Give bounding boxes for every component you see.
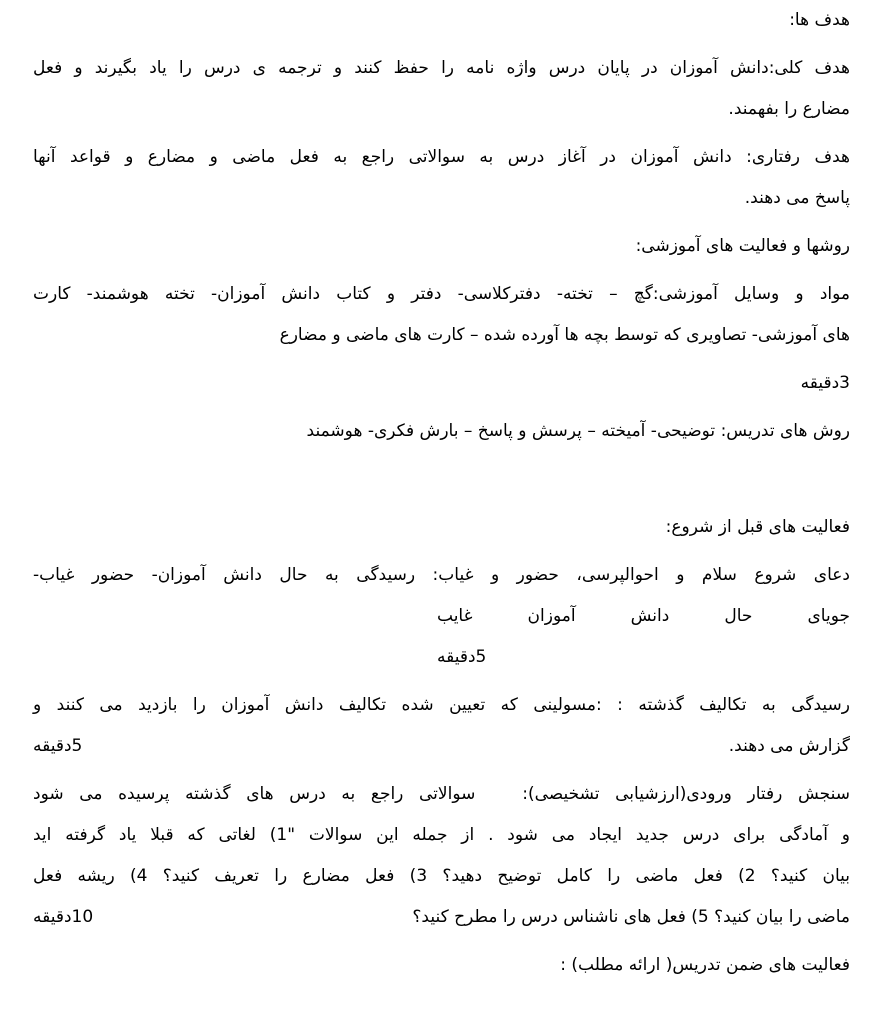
pre-start-section-header <box>33 507 850 548</box>
empty-paragraph <box>33 459 850 500</box>
homework-line-2: گزارش می دهند. <box>728 736 850 756</box>
homework-line-2-row <box>33 726 850 767</box>
general-goal-line-1: هدف کلی:دانش آموزان در پایان درس واژه نامه را حفظ کنند و ترجمه ی درس را یاد بگیرند و فعل <box>33 58 850 78</box>
teaching-methods-line: روش های تدریس: توضیحی- آمیخته – پرسش و پاسخ – بارش فکری- هوشمند <box>306 421 850 441</box>
assessment-line-2: و آمادگی برای درس جدید ایجاد می شود . از جمله این سوالات "1) لغاتی که قبلا یاد گرفته اید <box>33 825 850 845</box>
materials-duration: 3دقیقه <box>800 373 850 393</box>
behavioral-goal-line-1: هدف رفتاری: دانش آموزان در آغاز درس به سوالاتی راجع به فعل ماضی و مضارع و قواعد آنها <box>33 147 850 167</box>
behavioral-goal-line-2: پاسخ می دهند. <box>744 188 850 208</box>
methods-header: روشها و فعالیت های آموزشی: <box>635 236 850 256</box>
assessment-line-1: سنجش رفتار ورودی(ارزشیابی تشخیصی): سوالاتی راجع به درس های گذشته پرسیده می شود <box>33 784 850 804</box>
goals-section-header <box>33 0 850 41</box>
behavioral-goal-paragraph <box>33 137 850 219</box>
homework-line-1: رسیدگی به تکالیف گذشته : :مسولینی که تعیین شده تکالیف دانش آموزان را بازدید می کنند و <box>33 695 850 715</box>
goals-header: هدف ها: <box>789 10 850 30</box>
assessment-line-3: بیان کنید؟ 2) فعل ماضی را کامل توضیح دهید؟ 3) فعل مضارع را تعریف کنید؟ 4) ریشه فعل <box>33 866 850 886</box>
materials-paragraph <box>33 274 850 356</box>
blank-line <box>33 459 850 500</box>
general-goal-line-2: مضارع را بفهمند. <box>728 99 850 119</box>
greeting-line-2: جویای حال دانش آموزان غایب <box>437 606 850 626</box>
teaching-methods-paragraph <box>33 411 850 452</box>
greeting-line-1: دعای شروع سلام و احوالپرسی، حضور و غیاب: رسیدگی به حال دانش آموزان- حضور غیاب- <box>33 565 850 585</box>
assessment-duration: 10دقیقه <box>33 907 94 927</box>
entry-assessment-paragraph <box>33 774 850 938</box>
assessment-line-4: ماضی را بیان کنید؟ 5) فعل های ناشناس درس را مطرح کنید؟ <box>412 907 850 927</box>
materials-duration-paragraph <box>33 363 850 404</box>
assessment-line-4-row <box>33 897 850 938</box>
homework-duration: 5دقیقه <box>33 736 83 756</box>
homework-check-paragraph <box>33 685 850 767</box>
pre-start-header: فعالیت های قبل از شروع: <box>665 517 850 537</box>
during-teaching-header: فعالیت های ضمن تدریس( ارائه مطلب) : <box>560 955 850 975</box>
general-goal-paragraph <box>33 48 850 130</box>
greeting-paragraph <box>33 555 850 678</box>
materials-line-2: های آموزشی- تصاویری که توسط بچه ها آورده شده – کارت های ماضی و مضارع <box>279 325 850 345</box>
methods-section-header <box>33 226 850 267</box>
greeting-duration: 5دقیقه <box>437 647 487 667</box>
materials-line-1: مواد و وسایل آموزشی:گچ – تخته- دفترکلاسی- دفتر و کتاب دانش آموزان- تخته هوشمند- کارت <box>33 284 850 304</box>
during-teaching-section-header <box>33 945 850 986</box>
